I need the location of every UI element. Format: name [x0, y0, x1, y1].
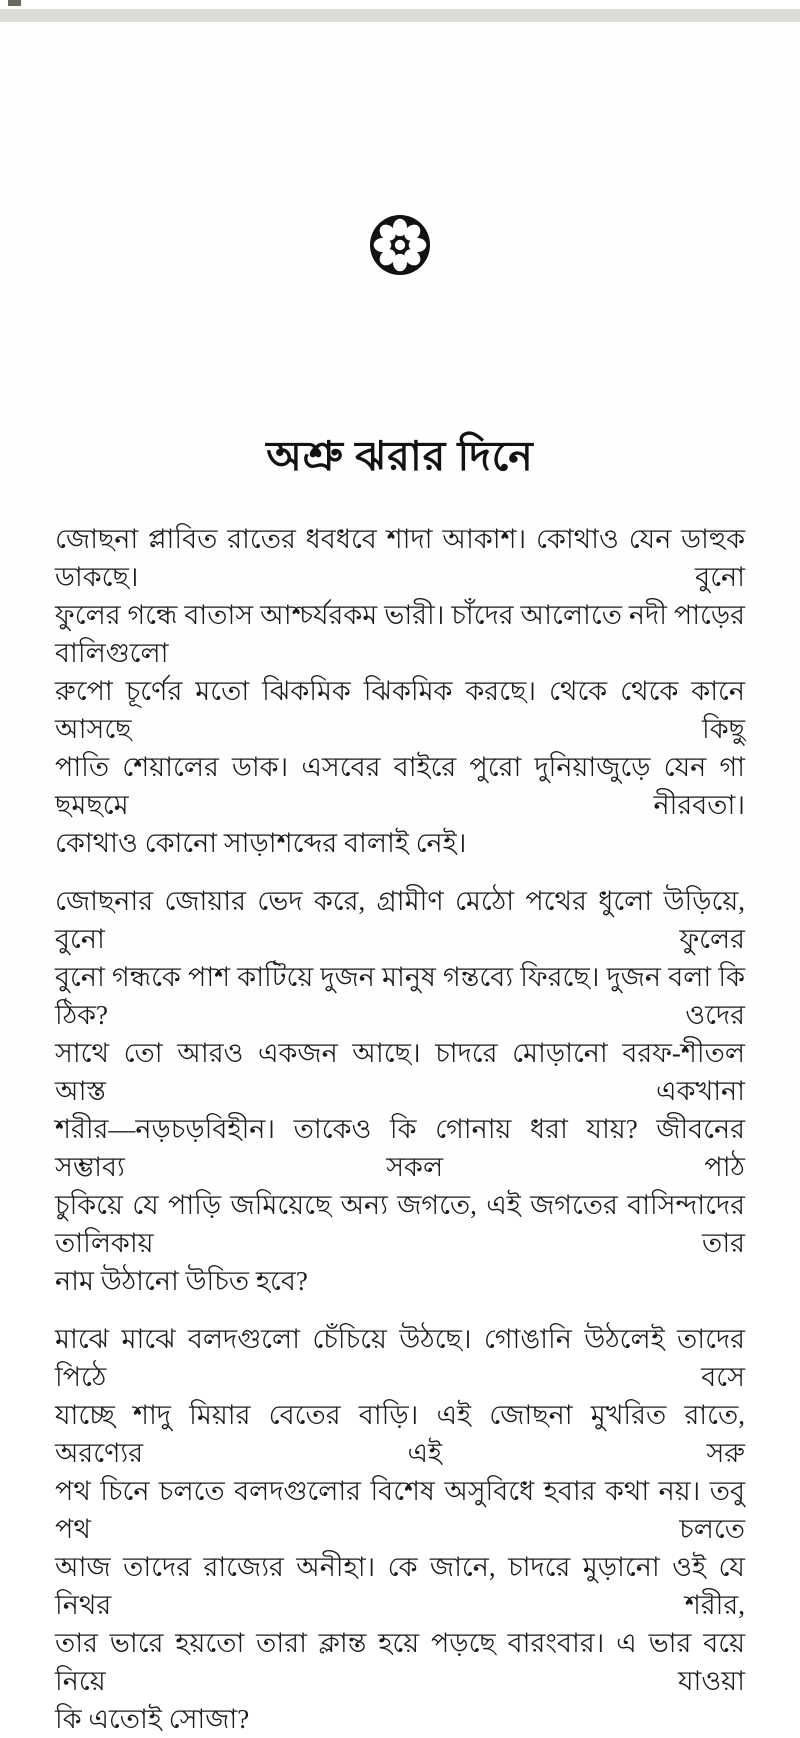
- text-line: বুনো গন্ধকে পাশ কাটিয়ে দুজন মানুষ গন্তব্যে ফিরছে। দুজন বলা কি ঠিক? ওদের: [55, 962, 745, 1030]
- text-line: পাতি শেয়ালের ডাক। এসবের বাইরে পুরো দুনিয়াজুড়ে যেন গা ছমছমে নীরবতা।: [55, 752, 745, 820]
- paragraph-3: [55, 1320, 745, 1738]
- text-line: কোথাও কোনো সাড়াশব্দের বালাই নেই।: [55, 828, 467, 858]
- chapter-title: অশ্রু ঝরার দিনে: [266, 433, 534, 479]
- text-line: মাঝে মাঝে বলদগুলো চেঁচিয়ে উঠছে। গোঙানি উঠলেই তাদের পিঠে বসে: [55, 1324, 745, 1392]
- text-line: তার ভারে হয়তো তারা ক্লান্ত হয়ে পড়ছে বারংবার। এ ভার বয়ে নিয়ে যাওয়া: [55, 1628, 745, 1696]
- scan-artifact-mark: [8, 0, 21, 6]
- text-line: আজ তাদের রাজ্যের অনীহা। কে জানে, চাদরে মুড়ানো ওই যে নিথর শরীর,: [55, 1552, 745, 1620]
- text-line: জোছনা প্লাবিত রাতের ধবধবে শাদা আকাশ। কোথাও যেন ডাহুক ডাকছে। বুনো: [55, 524, 745, 592]
- body-text: [55, 520, 745, 1738]
- text-line: জোছনার জোয়ার ভেদ করে, গ্রামীণ মেঠো পথের ধুলো উড়িয়ে, বুনো ফুলের: [55, 886, 745, 954]
- scan-edge-band: [0, 9, 800, 22]
- text-line: সাথে তো আরও একজন আছে। চাদরে মোড়ানো বরফ-শীতল আস্ত একখানা: [55, 1038, 745, 1106]
- paragraph-2: [55, 882, 745, 1300]
- text-line: রুপো চূর্ণের মতো ঝিকমিক ঝিকমিক করছে। থেকে থেকে কানে আসছে কিছু: [55, 676, 745, 744]
- text-line: ফুলের গন্ধে বাতাস আশ্চর্যরকম ভারী। চাঁদের আলোতে নদী পাড়ের বালিগুলো: [55, 600, 745, 668]
- text-line: চুকিয়ে যে পাড়ি জমিয়েছে অন্য জগতে, এই জগতের বাসিন্দাদের তালিকায় তার: [55, 1190, 745, 1258]
- flower-ornament-icon: [368, 213, 432, 277]
- text-line: শরীর—নড়চড়বিহীন। তাকেও কি গোনায় ধরা যায়? জীবনের সম্ভাব্য সকল পাঠ: [55, 1114, 745, 1182]
- text-line: নাম উঠানো উচিত হবে?: [55, 1266, 308, 1296]
- text-line: পথ চিনে চলতে বলদগুলোর বিশেষ অসুবিধে হবার কথা নয়। তবু পথ চলতে: [55, 1476, 745, 1544]
- paragraph-1: [55, 520, 745, 862]
- text-line: যাচ্ছে শাদু মিয়ার বেতের বাড়ি। এই জোছনা মুখরিত রাতে, অরণ্যের এই সরু: [55, 1400, 745, 1468]
- text-line: কি এতোই সোজা?: [55, 1704, 250, 1734]
- book-page: [0, 22, 800, 1734]
